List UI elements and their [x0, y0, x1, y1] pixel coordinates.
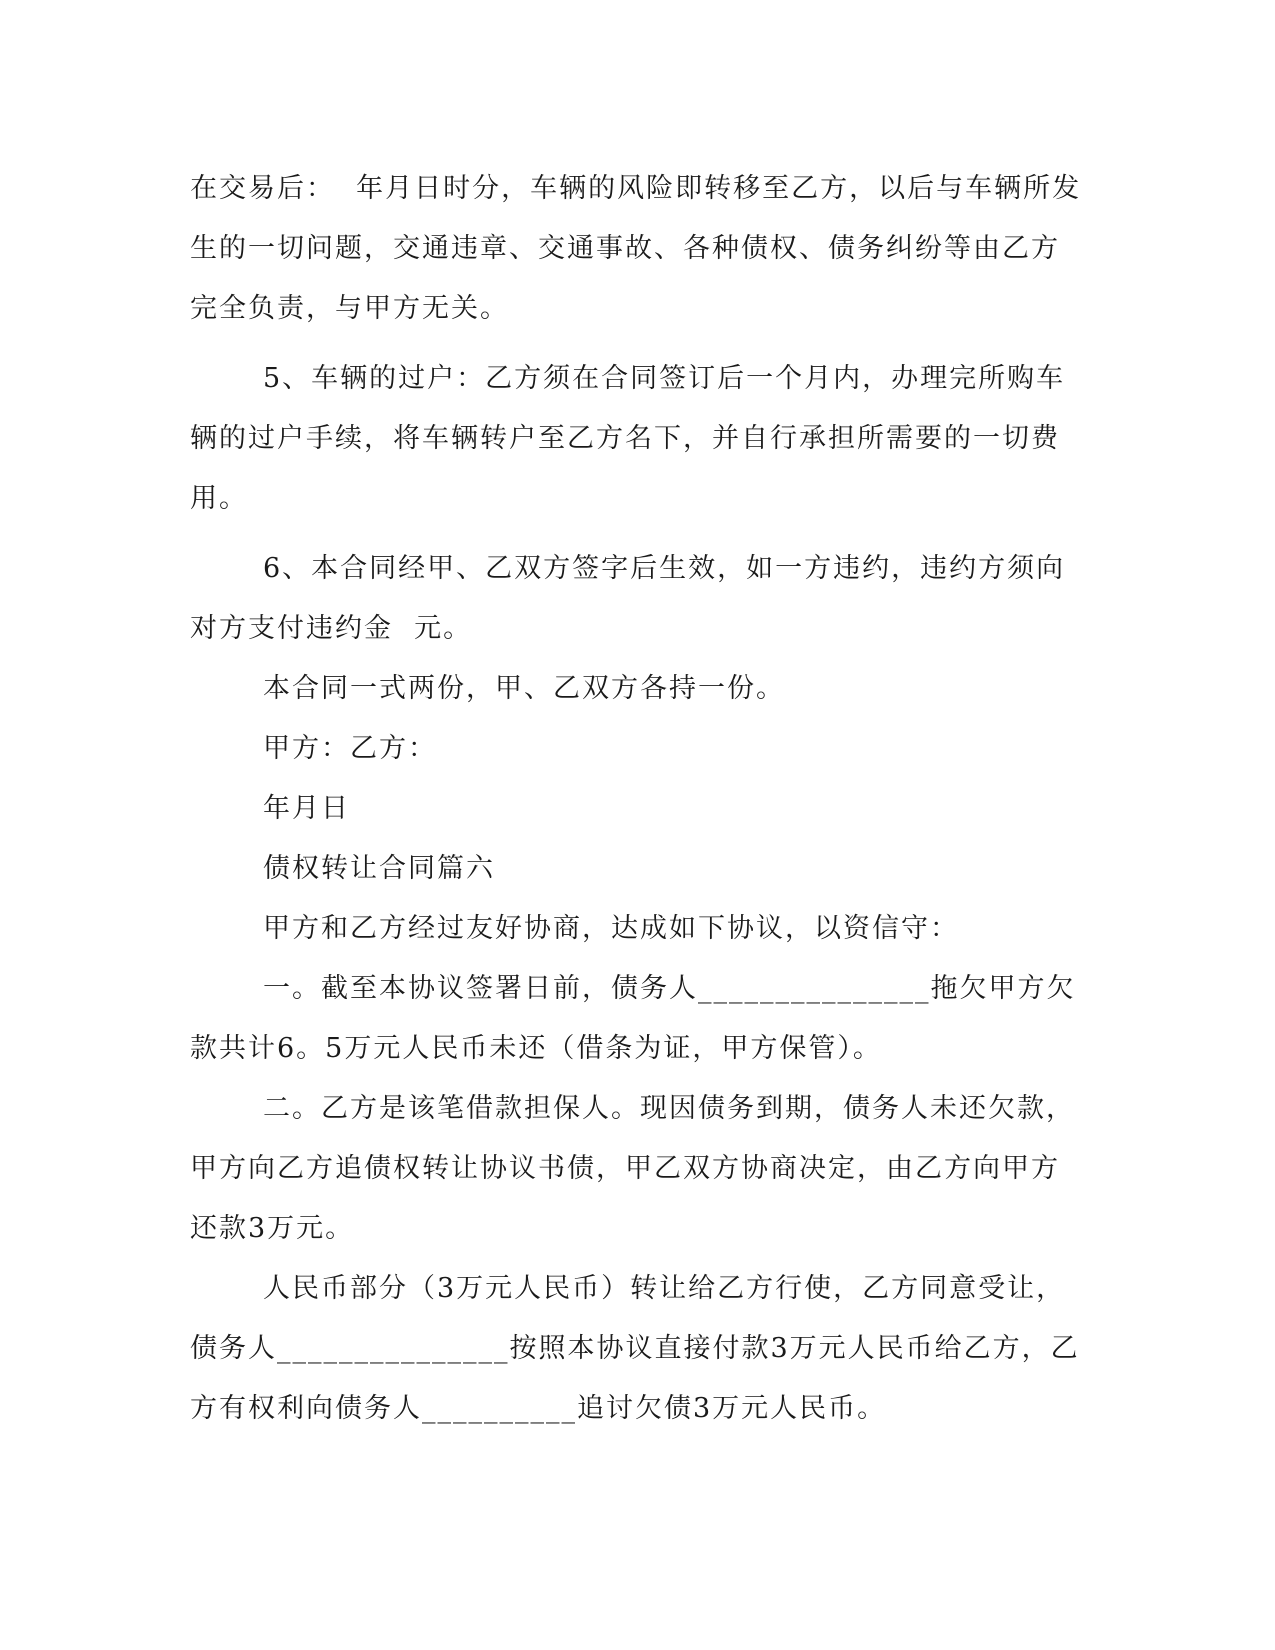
article-1-line: 一。截至本协议签署日前，债务人_______________拖欠甲方欠: [263, 973, 1076, 1004]
paragraph-line: 方有权利向债务人__________追讨欠债3万元人民币。: [190, 1393, 887, 1424]
transfer-line: 人民币部分（3万元人民币）转让给乙方行使，乙方同意受让，: [263, 1273, 1066, 1304]
copies-line: 本合同一式两份，甲、乙双方各持一份。: [263, 673, 785, 704]
document-body: [190, 159, 1082, 1439]
paragraph-line: 甲方向乙方追债权转让协议书债，甲乙双方协商决定，由乙方向甲方: [190, 1153, 1060, 1184]
paragraph-line: 对方支付违约金 元。: [190, 613, 473, 644]
paragraph-line: 款共计6。5万元人民币未还（借条为证，甲方保管）。: [190, 1033, 882, 1064]
paragraph-line: 辆的过户手续，将车辆转户至乙方名下，并自行承担所需要的一切费: [190, 423, 1060, 454]
paragraph-line: 债务人_______________按照本协议直接付款3万元人民币给乙方，乙: [190, 1333, 1080, 1364]
paragraph-line: 完全负责，与甲方无关。: [190, 293, 509, 324]
paragraph-line: 在交易后： 年月日时分，车辆的风险即转移至乙方，以后与车辆所发: [190, 173, 1082, 204]
paragraph-line: 用。: [190, 483, 248, 514]
signature-date: 年月日: [263, 793, 350, 824]
paragraph-line: 生的一切问题，交通违章、交通事故、各种债权、债务纠纷等由乙方: [190, 233, 1060, 264]
signature-parties: 甲方：乙方：: [263, 733, 437, 764]
clause-6-line: 6、本合同经甲、乙双方签字后生效，如一方违约，违约方须向: [263, 553, 1066, 584]
clause-5-line: 5、车辆的过户：乙方须在合同签订后一个月内，办理完所购车: [263, 363, 1066, 394]
section-heading: 债权转让合同篇六: [263, 853, 495, 884]
agreement-intro: 甲方和乙方经过友好协商，达成如下协议，以资信守：: [263, 913, 959, 944]
paragraph-line: 还款3万元。: [190, 1213, 355, 1244]
article-2-line: 二。乙方是该笔借款担保人。现因债务到期，债务人未还欠款，: [263, 1093, 1075, 1124]
